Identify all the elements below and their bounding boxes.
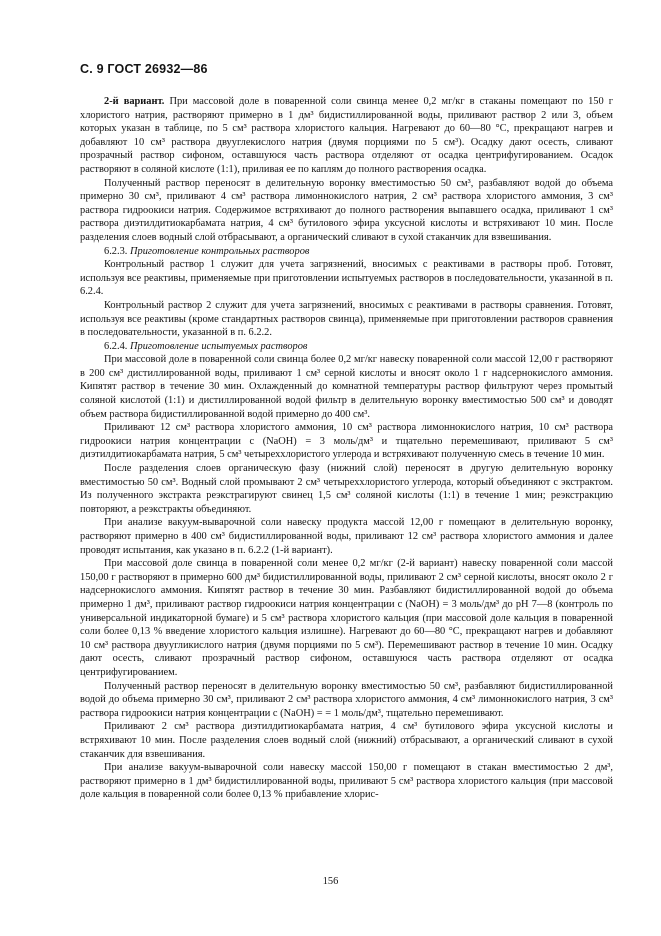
variant-label: 2-й вариант. bbox=[104, 96, 165, 107]
paragraph: При анализе вакуум-выварочной соли навеску продукта массой 12,00 г помещают в делительную воронку, растворяют примерно в 400 см³ бидистиллированной воды, приливают 12 см³ раствора хлористого аммония и далее проводят испытания, как указано в п. 6.2.2 (1-й вариант). bbox=[80, 517, 613, 556]
paragraph: Приливают 12 см³ раствора хлористого аммония, 10 см³ раствора лимоннокислого натрия, 10 см³ раствора гидроокиси натрия концентрации c (NaOH) = 3 моль/дм³ и тщательно перемешивают, приливают 5 см³ диэтилдитиокарбамата натрия, 5 см³ четыреххлористого углерода и встряхивают полученную смесь в течение 10 мин. bbox=[80, 422, 613, 461]
document-body bbox=[80, 95, 613, 802]
paragraph: Приливают 2 см³ раствора диэтилдитиокарбамата натрия, 4 см³ бутилового эфира уксусной кислоты и встряхивают 10 мин. После разделения слоев водный слой (нижний) отбрасывают, а органический сливают в сухой стаканчик для взвешивания. bbox=[80, 721, 613, 760]
paragraph: Полученный раствор переносят в делительную воронку вместимостью 50 см³, разбавляют бидистиллированной водой до объема примерно 30 см³, приливают 2 см³ раствора хлористого аммония, 4 см³ лимоннокислого натрия, 3 см³ раствора гидроокиси натрия концентрации c (NaOH) = = 1 моль/дм³, тщательно перемешивают. bbox=[80, 680, 613, 719]
paragraph: При массовой доле свинца в поваренной соли менее 0,2 мг/кг (2-й вариант) навеску поваренной соли массой 150,00 г растворяют в примерно 600 дм³ бидистиллированной воды, приливают 2 см³ серной кислоты, вносят около 2 г надсернокислого аммония. Кипятят раствор в течение 30 мин. Разбавляют бидистиллированной водой до объема примерно 1 дм³, приливают раствор гидроокиси натрия концентрации c (NaOH) = 3 моль/дм³ до pH 7—8 (контроль по универсальной индикаторной бумаге) и 5 см³ раствора хлористого кальция (при массовой доле кальция в поваренной соли более 0,13 % введение хлористого кальция излишне). Нагревают до 60—80 °С, прекращают нагрев и добавляют 10 см³ раствора двуугликислого натрия (двумя порциями по 5 см³). Перемешивают раствор в течение 10 мин. Осадку дают осесть, сливают прозрачный раствор сифоном, оставшуюся часть раствора отделяют от осадка центрифугированием. bbox=[80, 558, 613, 678]
paragraph: Полученный раствор переносят в делительную воронку вместимостью 50 см³, разбавляют водой до объема примерно 30 см³, приливают 4 см³ раствора лимоннокислого натрия, 2 см³ раствора хлористого аммония, 3 см³ раствора гидроокиси натрия. Содержимое встряхивают до полного растворения выпавшего осадка, приливают 1 см³ раствора диэтилдитиокарбамата натрия, 4 см³ бутилового эфира уксусной кислоты и встряхивают 10 мин. После разделения слоев водный слой отбрасывают, а органический сливают в сухой стаканчик для взвешивания. bbox=[80, 177, 613, 243]
section-number: 6.2.4. bbox=[104, 340, 128, 352]
page-number: 156 bbox=[322, 876, 339, 887]
paragraph: При анализе вакуум-выварочной соли навеску массой 150,00 г помещают в стакан вместимостью 2 дм³, растворяют примерно в 1 дм³ бидистиллированной воды, приливают 5 см³ раствора хлористого кальция (при массовой доле кальция в поваренной соли более 0,13 % прибавление хлорис- bbox=[80, 762, 613, 801]
paragraph-variant-2 bbox=[80, 95, 613, 177]
paragraph: После разделения слоев органическую фазу (нижний слой) переносят в другую делительную воронку вместимостью 50 см³. Водный слой промывают 2 см³ четыреххлористого углерода, который объединяют с экстрактом. Из полученного экстракта реэкстрагируют свинец 1,5 см³ соляной кислоты (1:1) в течение 1 мин; реэкстракцию повторяют, а реэкстракты объединяют. bbox=[80, 463, 613, 515]
section-number: 6.2.3. bbox=[104, 245, 128, 257]
variant-text: При массовой доле в поваренной соли свинца менее 0,2 мг/кг в стаканы помещают по 150 г хлористого натрия, растворяют примерно в 1 дм³ бидистиллированной воды, приливают раствор 2 или 3, объем которых указан в таблице, по 5 см³ раствора хлористого кальция. Нагревают до 60—80 °С, прекращают нагрев и добавляют 10 см³ раствора двууглекислого натрия (двумя порциями по 5 см³). Осадку дают осесть, сливают прозрачный раствор сифоном, оставшуюся часть раствора отделяют от осадка центрифугированием. Осадок растворяют в соляной кислоте (1:1), приливая ее по каплям до полного растворения осадка. bbox=[80, 96, 613, 175]
paragraph: При массовой доле в поваренной соли свинца более 0,2 мг/кг навеску поваренной соли массой 12,00 г растворяют в 200 см³ дистиллированной воды, приливают 1 см³ серной кислоты и вносят около 1 г надсернокислого аммония. Кипятят раствор в течение 30 мин. Охлажденный до комнатной температуры раствор фильтруют через промытый соляной кислотой (1:1) и дистиллированной водой фильтр в делительную воронку вместимостью 500 см³ и доводят объем раствора бидистиллированной водой примерно до 400 см³. bbox=[80, 354, 613, 420]
paragraph: Контрольный раствор 1 служит для учета загрязнений, вносимых с реактивами в растворы проб. Готовят, используя все реактивы, применяемые при приготовлении испытуемых растворов в последовательности, указанной в п. 6.2.4. bbox=[80, 259, 613, 298]
paragraph: Контрольный раствор 2 служит для учета загрязнений, вносимых с реактивами в растворы сравнения. Готовят, используя все реактивы (кроме стандартных растворов свинца), применяемые при приготовлении растворов сравнения в последовательности, указанной в п. 6.2.2. bbox=[80, 299, 613, 339]
section-6-2-4 bbox=[80, 340, 613, 354]
page-header: С. 9 ГОСТ 26932—86 bbox=[80, 62, 208, 76]
section-title: Приготовление контрольных растворов bbox=[130, 245, 310, 257]
section-title: Приготовление испытуемых растворов bbox=[130, 340, 308, 352]
section-6-2-3 bbox=[80, 245, 613, 259]
